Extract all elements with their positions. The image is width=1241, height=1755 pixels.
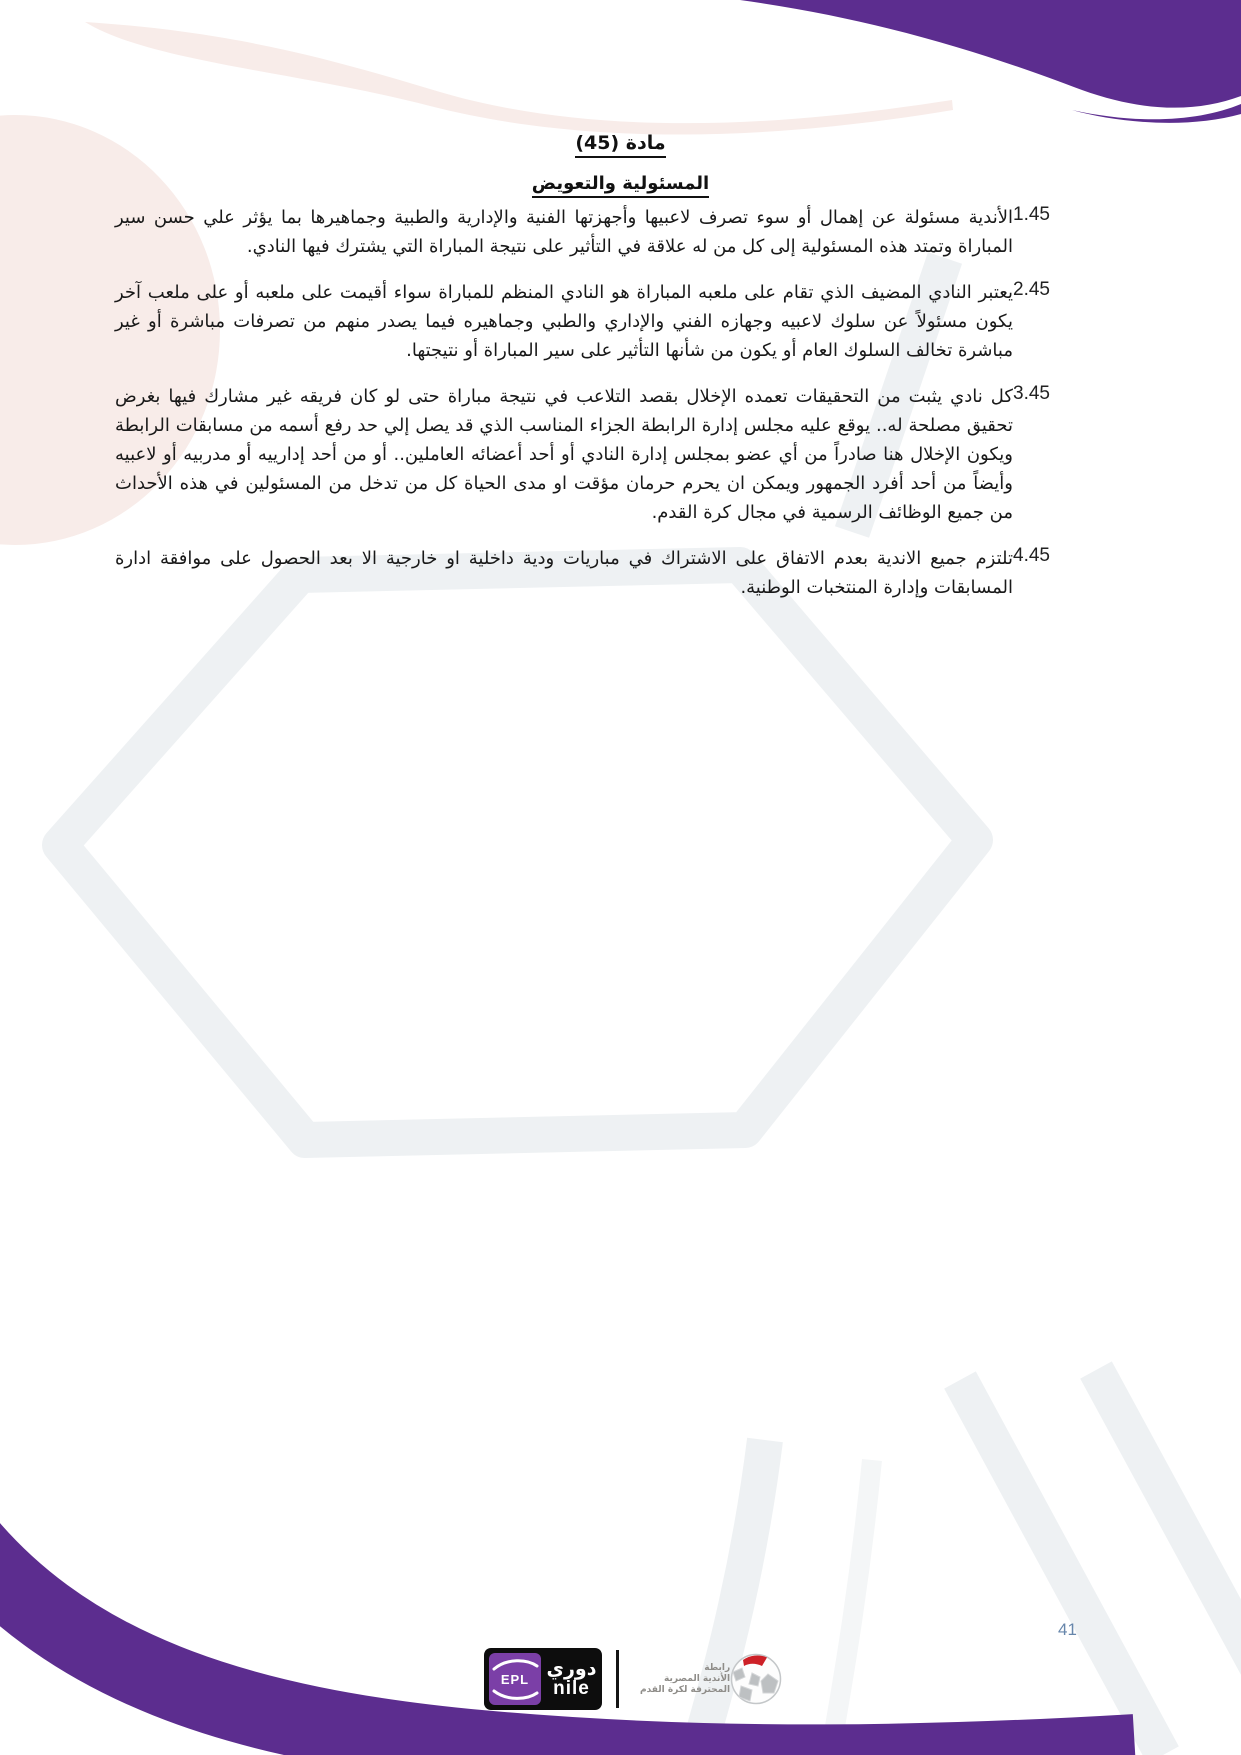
article-text: كل نادي يثبت من التحقيقات تعمده الإخلال بقصد التلاعب في نتيجة مباراة حتى لو كان فريقه غير مشارك فيها بغرض تحقيق مصلحة له.. يوقع عليه مجلس إدارة الرابطة الجزاء المناسب الذي قد يصل إلي حد رفع أسمه من مسابقات الرابطة ويكون الإخلال هنا صادراً من أي عضو بمجلس إدارة النادي أو أحد أعضائه العاملين.. أو من أحد إدارييه أو مدربيه أو لاعبيه وأيضاً من أحد أفرد الجمهور ويمكن ان يحرم حرمان مؤقت او مدى الحياة كل من تدخل من المسئولين في هذه الأحداث من جميع الوظائف الرسمية في مجال كرة القدم.	[115, 386, 1013, 523]
association-logo	[633, 1653, 782, 1705]
epl-badge	[489, 1653, 541, 1705]
article-item	[115, 544, 1075, 602]
article-number: 1.45	[1013, 204, 1050, 225]
article-item	[115, 203, 1075, 261]
article-text: تلتزم جميع الاندية بعدم الاتفاق على الاشتراك في مباريات ودية داخلية او خارجية الا بعد الحصول على موافقة ادارة المسابقات وإدارة المنتخبات الوطنية.	[115, 548, 1013, 598]
nile-logo-words	[541, 1660, 602, 1698]
epl-badge-label: EPL	[500, 1671, 530, 1687]
hexagon-pattern-light	[830, 1460, 872, 1755]
article-number: 2.45	[1013, 279, 1050, 300]
bottom-purple-band	[0, 1520, 1135, 1755]
article-title: مادة (45)	[575, 132, 665, 158]
article-list	[115, 203, 1075, 619]
nile-league-logo	[484, 1648, 602, 1710]
association-text	[640, 1663, 730, 1696]
article-text: الأندية مسئولة عن إهمال أو سوء تصرف لاعبيها وأجهزتها الفنية والإدارية والطبية وجماهيرها بما يؤثر علي حسن سير المباراة وتمتد هذه المسئولية إلى كل من له علاقة في التأثير على نتيجة المباراة التي يشترك فيها النادي.	[115, 207, 1013, 257]
football-icon	[730, 1653, 782, 1705]
article-number: 4.45	[1013, 545, 1050, 566]
association-line-3: المحترفة لكرة القدم	[640, 1684, 731, 1695]
nile-arabic-label: دوري	[546, 1658, 597, 1680]
article-number: 3.45	[1013, 383, 1050, 404]
association-line-2: الأندية المصرية	[664, 1673, 731, 1684]
page-number: 41	[1058, 1620, 1077, 1639]
article-item	[115, 278, 1075, 365]
article-text: يعتبر النادي المضيف الذي تقام على ملعبه المباراة هو النادي المنظم للمباراة سواء أقيمت على ملعبه أو على ملعب آخر يكون مسئولاً عن سلوك لاعبيه وجهازه الفني والإداري والطبي وجماهيره فيما يصدر منهم من تصرفات مباشرة أو غير مباشرة تخالف السلوك العام أو يكون من شأنها التأثير على سير المباراة أو نتيجتها.	[115, 282, 1013, 361]
article-subtitle: المسئولية والتعويض	[532, 173, 709, 198]
article-item	[115, 382, 1075, 527]
footer-logos	[484, 1648, 782, 1710]
association-line-1: رابطة	[704, 1662, 731, 1673]
nile-latin-label: nile	[553, 1678, 590, 1699]
purple-corner-shape	[740, 0, 1241, 123]
logo-separator	[616, 1650, 619, 1708]
